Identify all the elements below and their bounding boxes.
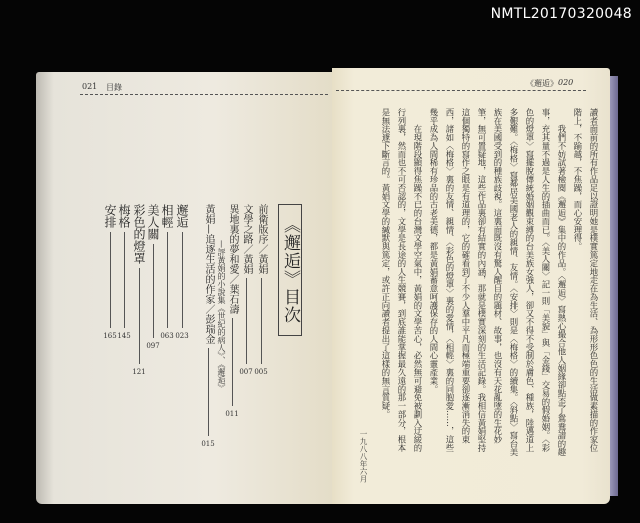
leader-line	[208, 348, 209, 436]
toc-entry[interactable]	[254, 204, 268, 376]
book-cover-edge	[610, 76, 618, 496]
leader-line	[232, 318, 233, 406]
header-rule	[80, 94, 328, 95]
toc-entry-page: 011	[225, 410, 239, 418]
toc-entry-title: 安排	[103, 204, 117, 228]
leader-line	[246, 278, 247, 364]
toc-entry-title: 文學之路／黃娟	[241, 204, 252, 274]
leader-line	[261, 278, 262, 364]
toc-entry-page: 097	[146, 342, 160, 350]
toc-entry-page: 121	[132, 368, 146, 376]
running-head: 《邂逅》	[526, 79, 558, 88]
toc-entry-page: 165	[103, 332, 117, 340]
toc-entry-page: 023	[175, 332, 189, 340]
leader-line	[110, 232, 111, 328]
running-head: 目錄	[106, 83, 122, 92]
toc-entry-title: 彩色的燈罩	[132, 204, 146, 264]
toc-entry-title: 黃娟—追逐生活的作家／彭瑞金	[203, 204, 214, 344]
page-number: 021	[82, 82, 98, 91]
toc-entry-title: 美人關	[146, 204, 160, 240]
toc-entry-page: 145	[117, 332, 131, 340]
toc-entry-page: 063	[160, 332, 174, 340]
toc-entry-title: 邂逅	[175, 204, 189, 228]
header-rule	[336, 90, 586, 91]
leader-line	[153, 244, 154, 338]
toc-entry-page: 007	[239, 368, 253, 376]
toc-entry-title: 異地裏的夢和愛／葉石濤	[227, 204, 238, 314]
right-page	[332, 68, 610, 504]
toc-entry[interactable]	[117, 204, 131, 340]
toc-entry-page: 005	[254, 368, 268, 376]
toc-entry-title: 梅格	[117, 204, 131, 228]
leader-line	[182, 232, 183, 328]
toc-entry[interactable]	[239, 204, 253, 376]
leader-line	[124, 232, 125, 328]
paragraph: 我們不妨試著檢閱《邂逅》集中的作品。〈邂逅〉寫熱心撮合他人姻緣卻點歪了鴛鴦譜的趣事，充其量不過是人生的插曲而已。〈美人關〉記一則「美貌」與「金錢」交易的假婚姻。〈彩色的燈罩〉寫擺脫傳統婚姻觀束縛的台美族女強人，卻又不得不受制於膚色、種族，陸邁道上多艱難。〈梅格〉寫鄰居美國老人的親情、友情。〈安排〉則是〈梅格〉的續集。〈斜點〉寫台美族在美國受到的種族歧視。這裏面既沒有驚人醒目的題材、故事，也沒有天花亂墜的生花妙筆，無可置疑地，這些作品裏卻有結實的內涵，那就是樸實深刻的生活記錄。我相信黃娟堅持這個獨特的寫作之眼是有道理的，它的確看到了不少人羣中平凡而極端重要卻逐漸消失的東西，諸如〈梅格〉裏的友情、親情、〈彩色的燈罩〉裏的愛情，〈相輕〉裏的同胞愛……，這些幾乎成為人間稀有珍品的古老美德，都是黃娟蓄意呵護保存的人間心靈產業。	[429, 108, 567, 457]
date: 一九八八年六月	[359, 430, 368, 483]
page-number: 020	[558, 78, 574, 87]
leader-line	[167, 232, 168, 328]
archive-watermark: NMTL20170320048	[490, 6, 632, 22]
body-text	[352, 108, 602, 458]
toc-entry[interactable]	[146, 204, 160, 350]
toc-entry[interactable]	[160, 204, 174, 340]
paragraph: 讀者面前的所有作品足以證明她是樸實篤定地走在為生活、為形形色色的生活做素描的作家位階上，不踰越，不焦躁，而心安理得。	[573, 108, 599, 452]
toc-entry[interactable]	[132, 204, 146, 376]
paragraph: 在現階段顯得焦躁不已的台灣文學空氣中，黃娟的文學苦心，必然無可避免被劃入迂緩的行列裏，然而也不可否認的，文學是長途的人生競賽，到底誰能掌握最久遠的那一部分，根本是無法遽下斷言的。黃娟文學的緘默與篤定，或許正向讀者提出了這樣的無言質疑。	[381, 108, 423, 452]
leader-line	[139, 268, 140, 364]
toc-title: 《邂逅》目次	[278, 204, 302, 336]
toc-entry-title: 相輕	[160, 204, 174, 228]
toc-subtitle: —評黃娟的小說集《世紀的病人》、《邂逅》	[217, 240, 226, 392]
toc-entry[interactable]	[225, 204, 239, 418]
toc-entry[interactable]	[201, 204, 215, 448]
toc-entry-title: 前衛版序／黃娟	[256, 204, 267, 274]
left-page	[36, 72, 332, 504]
open-book	[36, 68, 620, 508]
toc-entry-page: 015	[201, 440, 215, 448]
toc-entry[interactable]	[103, 204, 117, 340]
toc-entry[interactable]	[175, 204, 189, 340]
